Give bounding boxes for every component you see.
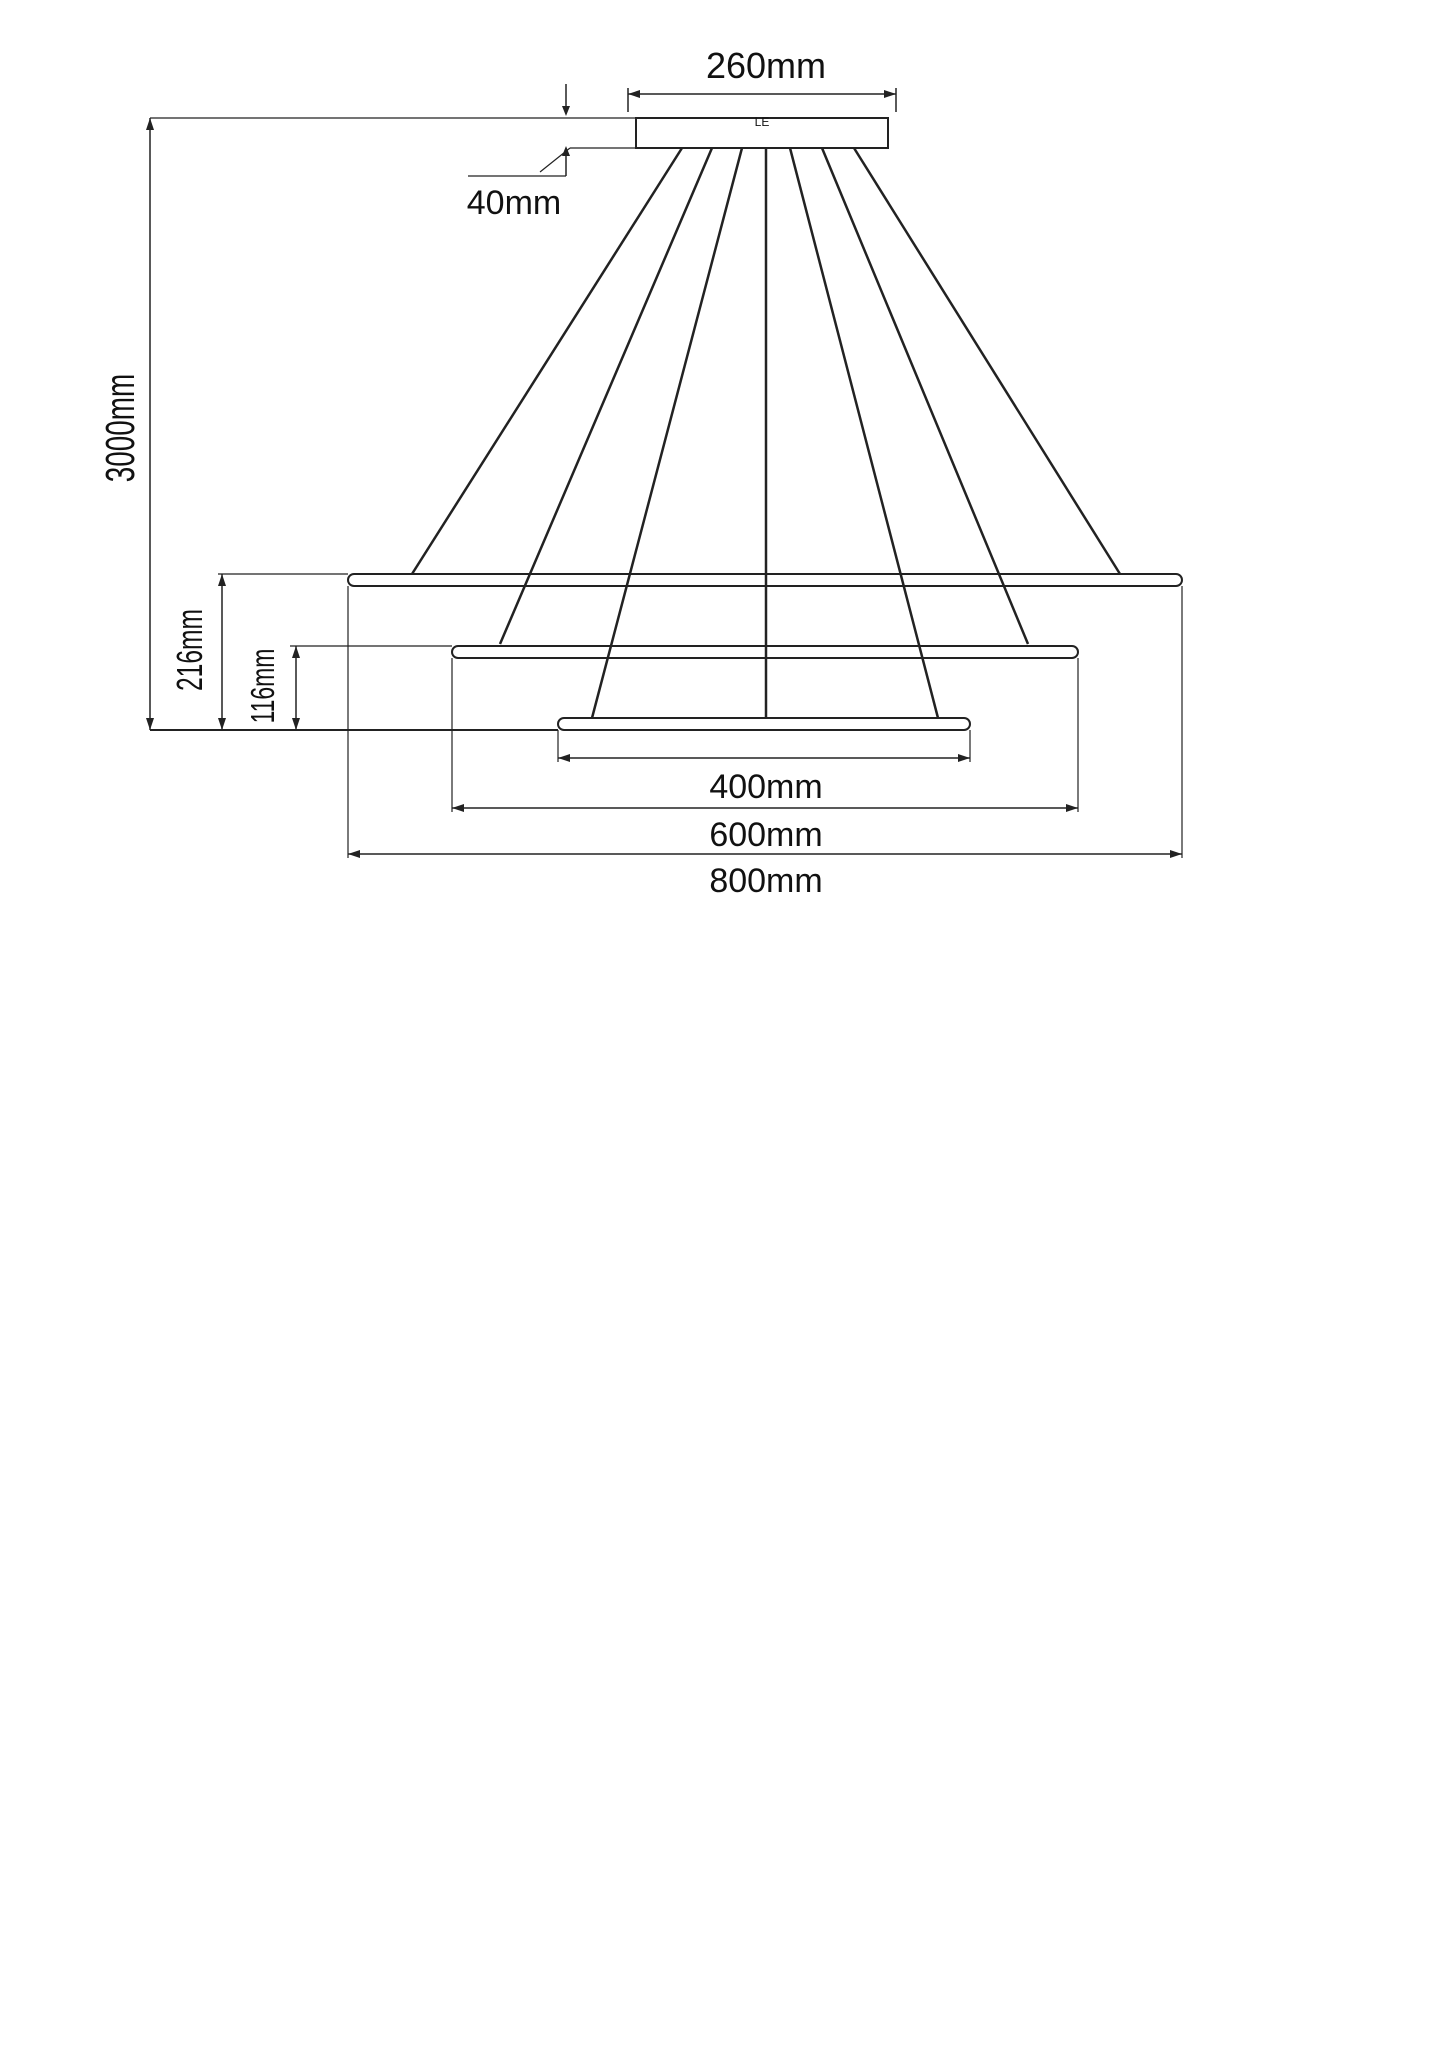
arrowhead-right [884,90,896,98]
arrowhead-up [562,146,570,156]
arrowhead-left [628,90,640,98]
total-drop-label: 3000mm [97,373,144,483]
cable [592,148,742,718]
arrowhead-left [558,754,570,762]
canopy-width-dimension [628,45,896,112]
arrowhead-right [958,754,970,762]
suspension-cables [412,148,1120,718]
tier-height-outer-label: 216mm [169,608,211,692]
cable [500,148,712,644]
ring-large-width-label: 800mm [709,862,823,900]
ring-small-width-label: 400mm [709,768,823,806]
canopy-height-dimension [150,84,636,222]
canopy [636,115,888,148]
arrowhead-down [146,718,154,730]
arrowhead-up [218,574,226,586]
cable [790,148,938,718]
ring-small-body [558,718,970,730]
arrowhead-left [452,804,464,812]
arrowhead-right [1170,850,1182,858]
canopy-mark-label: LE [754,115,770,129]
arrowhead-down [292,718,300,730]
cable [854,148,1120,574]
ring-small-width-dimension [558,730,970,806]
arrowhead-left [348,850,360,858]
canopy-width-label: 260mm [705,45,827,86]
canopy-height-label: 40mm [466,184,562,222]
arrowhead-up [146,118,154,130]
cable [822,148,1028,644]
arrowhead-down [218,718,226,730]
arrowhead-down [562,106,570,116]
tier-height-inner-label: 116mm [244,648,283,724]
arrowhead-right [1066,804,1078,812]
ring-small [558,718,970,730]
ring-medium-width-label: 600mm [709,816,823,854]
arrowhead-up [292,646,300,658]
